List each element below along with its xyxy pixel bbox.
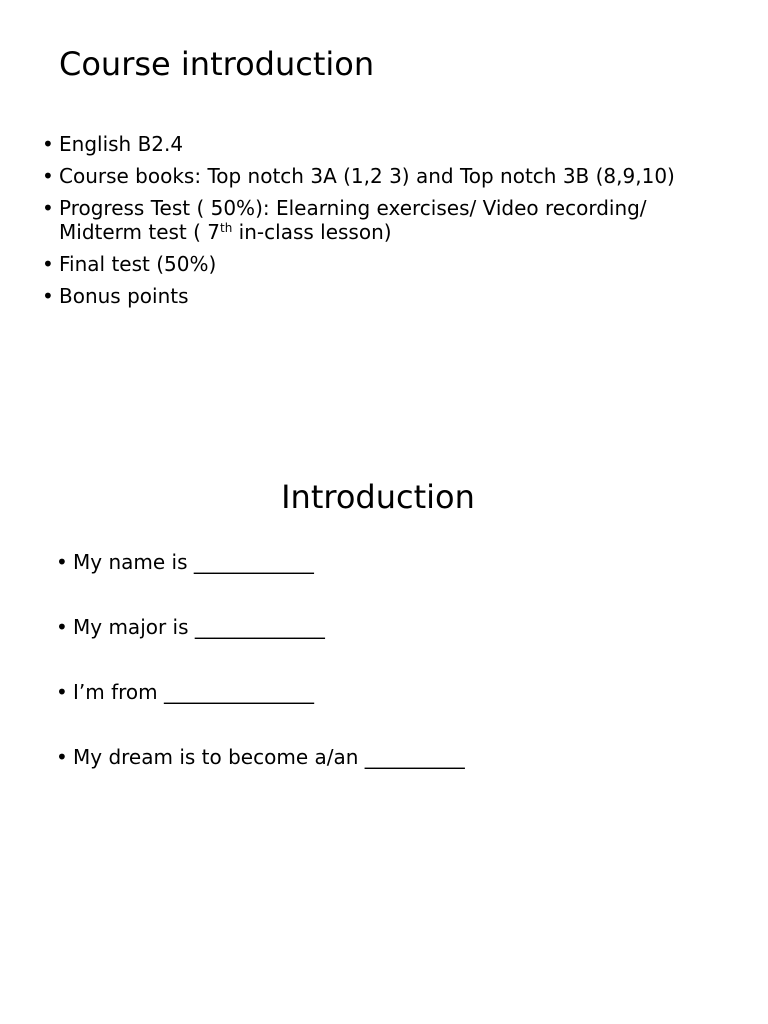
- list-item-text: Bonus points: [59, 284, 189, 308]
- list-item-text: I’m from _______________: [73, 680, 314, 704]
- list-item: [56, 615, 465, 639]
- list-item: [42, 164, 682, 188]
- bullet-list: [42, 132, 682, 316]
- list-item: [42, 284, 682, 308]
- list-item: [56, 550, 465, 574]
- bullet-icon: •: [56, 615, 68, 639]
- list-item: [42, 252, 682, 276]
- list-item: [56, 745, 465, 769]
- bullet-list: [56, 550, 465, 810]
- list-item: [56, 680, 465, 704]
- list-item-text-part: Progress Test ( 50%): Elearning exercises/ Video recording/ Midterm test ( 7: [59, 196, 647, 244]
- list-item-text: Course books: Top notch 3A (1,2 3) and Top notch 3B (8,9,10): [59, 164, 675, 188]
- list-item-text: My name is ____________: [73, 550, 314, 574]
- list-item-text: English B2.4: [59, 132, 184, 156]
- slide-title: Course introduction: [59, 45, 375, 83]
- list-item-text: Final test (50%): [59, 252, 217, 276]
- list-item: [42, 196, 682, 244]
- superscript: th: [220, 221, 233, 235]
- list-item-text: [59, 196, 647, 244]
- list-item-text-part: in-class lesson): [232, 220, 392, 244]
- bullet-icon: •: [42, 252, 54, 276]
- bullet-icon: •: [56, 680, 68, 704]
- list-item-text: My major is _____________: [73, 615, 325, 639]
- bullet-icon: •: [42, 284, 54, 308]
- slide-introduction: [0, 460, 768, 860]
- bullet-icon: •: [42, 132, 54, 156]
- slide-course-introduction: [0, 0, 768, 400]
- bullet-icon: •: [42, 164, 54, 188]
- bullet-icon: •: [56, 550, 68, 574]
- bullet-icon: •: [56, 745, 68, 769]
- slide-title: Introduction: [281, 478, 475, 516]
- list-item: [42, 132, 682, 156]
- bullet-icon: •: [42, 196, 54, 220]
- list-item-text: My dream is to become a/an __________: [73, 745, 465, 769]
